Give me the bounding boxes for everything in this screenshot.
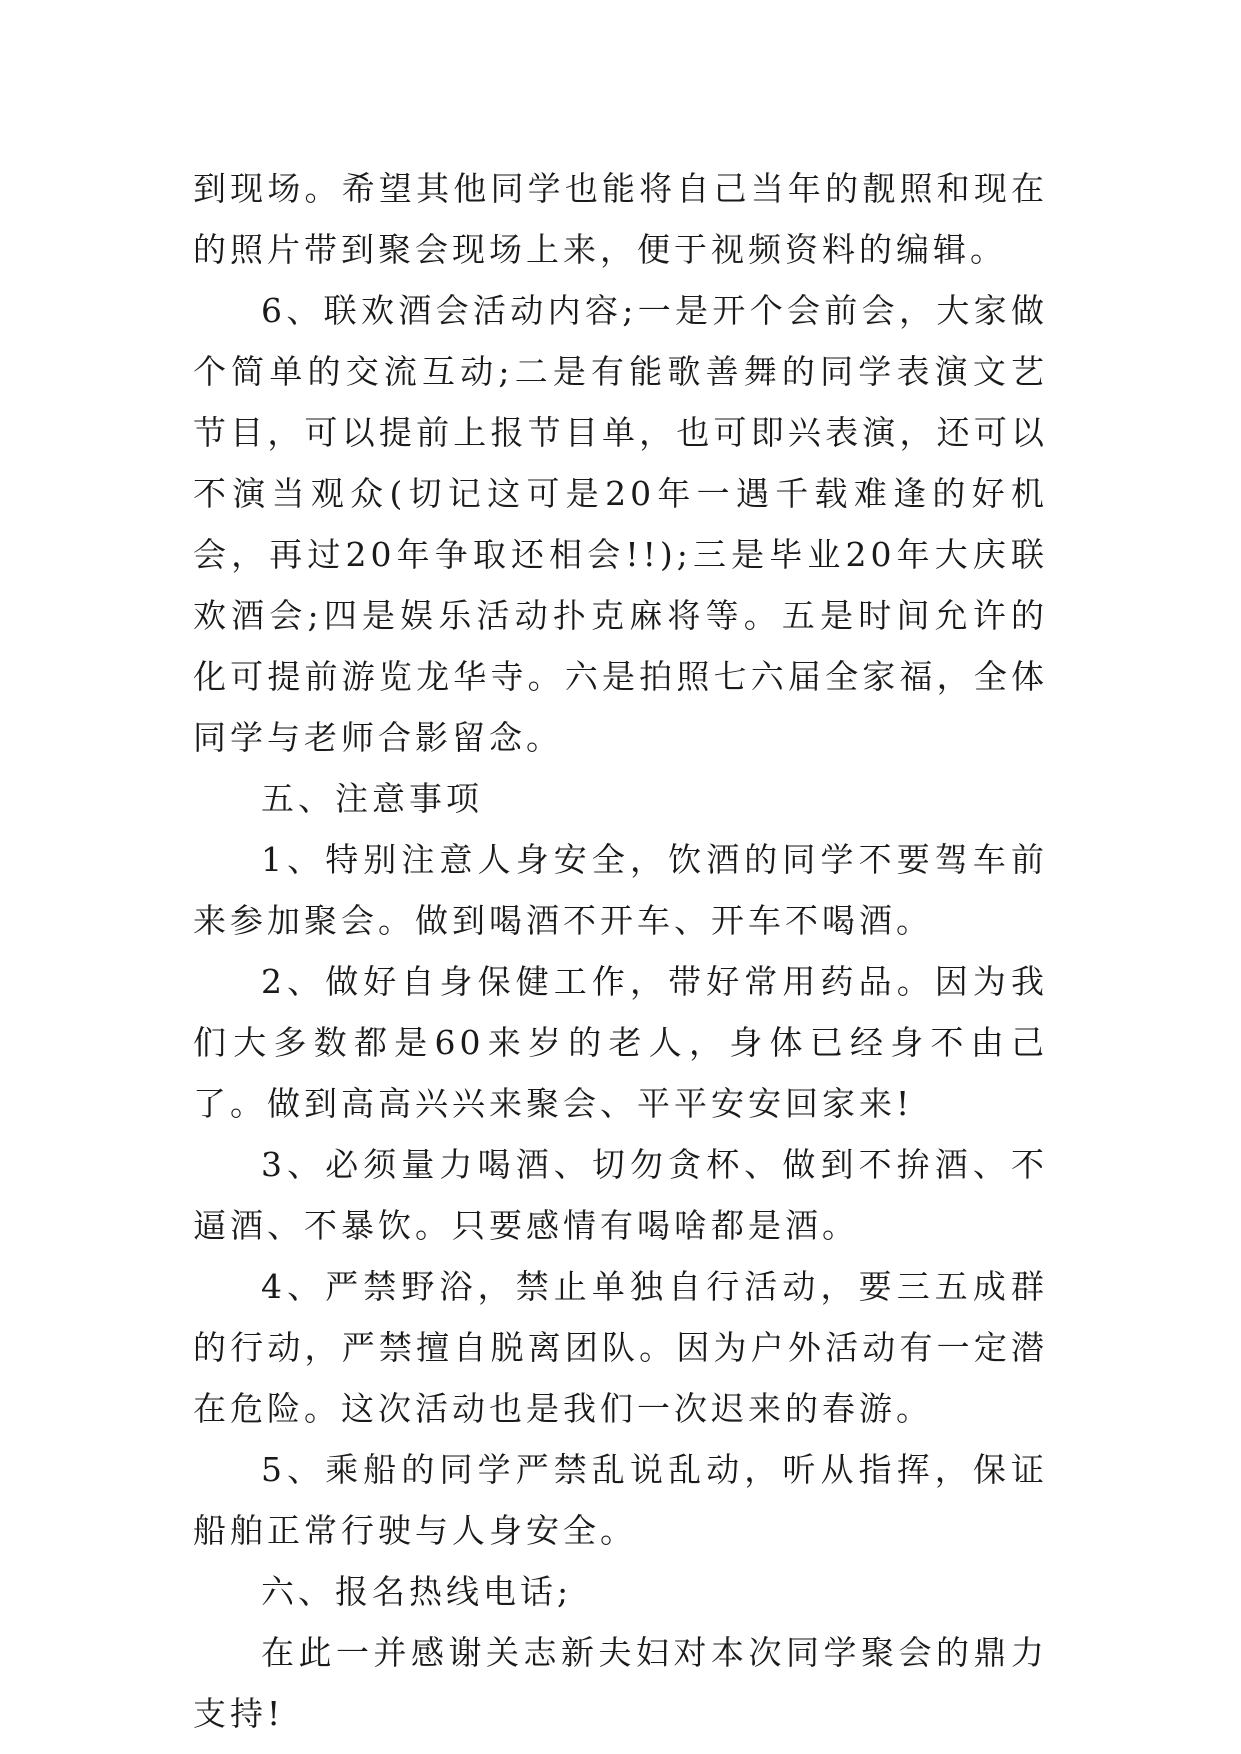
list-item-note-3: 3、必须量力喝酒、切勿贪杯、做到不拚酒、不逼酒、不暴饮。只要感情有喝啥都是酒。 bbox=[193, 1145, 1048, 1245]
section-heading-hotline: 六、报名热线电话; bbox=[261, 1572, 573, 1611]
list-item-note-1: 1、特别注意人身安全，饮酒的同学不要驾车前来参加聚会。做到喝酒不开车、开车不喝酒。 bbox=[193, 840, 1048, 940]
list-item-note-5: 5、乘船的同学严禁乱说乱动，听从指挥，保证船舶正常行驶与人身安全。 bbox=[193, 1450, 1048, 1550]
document-body bbox=[193, 158, 1048, 1744]
paragraph-photos: 到现场。希望其他同学也能将自己当年的靓照和现在的照片带到聚会现场上来，便于视频资料的编辑。 bbox=[193, 169, 1048, 269]
list-item-note-2: 2、做好自身保健工作，带好常用药品。因为我们大多数都是60来岁的老人，身体已经身不由己了。做到高高兴兴来聚会、平平安安回家来! bbox=[193, 962, 1048, 1123]
paragraph-party-activities: 6、联欢酒会活动内容;一是开个会前会，大家做个简单的交流互动;二是有能歌善舞的同学表演文艺节目，可以提前上报节目单，也可即兴表演，还可以不演当观众(切记这可是20年一遇千载难逢的好机会，再过20年争取还相会!!);三是毕业20年大庆联欢酒会;四是娱乐活动扑克麻将等。五是时间允许的化可提前游览龙华寺。六是拍照七六届全家福，全体同学与老师合影留念。 bbox=[193, 291, 1048, 757]
list-item-note-4: 4、严禁野浴，禁止单独自行活动，要三五成群的行动，严禁擅自脱离团队。因为户外活动有一定潜在危险。这次活动也是我们一次迟来的春游。 bbox=[193, 1267, 1048, 1428]
paragraph-thanks: 在此一并感谢关志新夫妇对本次同学聚会的鼎力支持! bbox=[193, 1633, 1048, 1733]
section-heading-notes: 五、注意事项 bbox=[261, 779, 483, 818]
